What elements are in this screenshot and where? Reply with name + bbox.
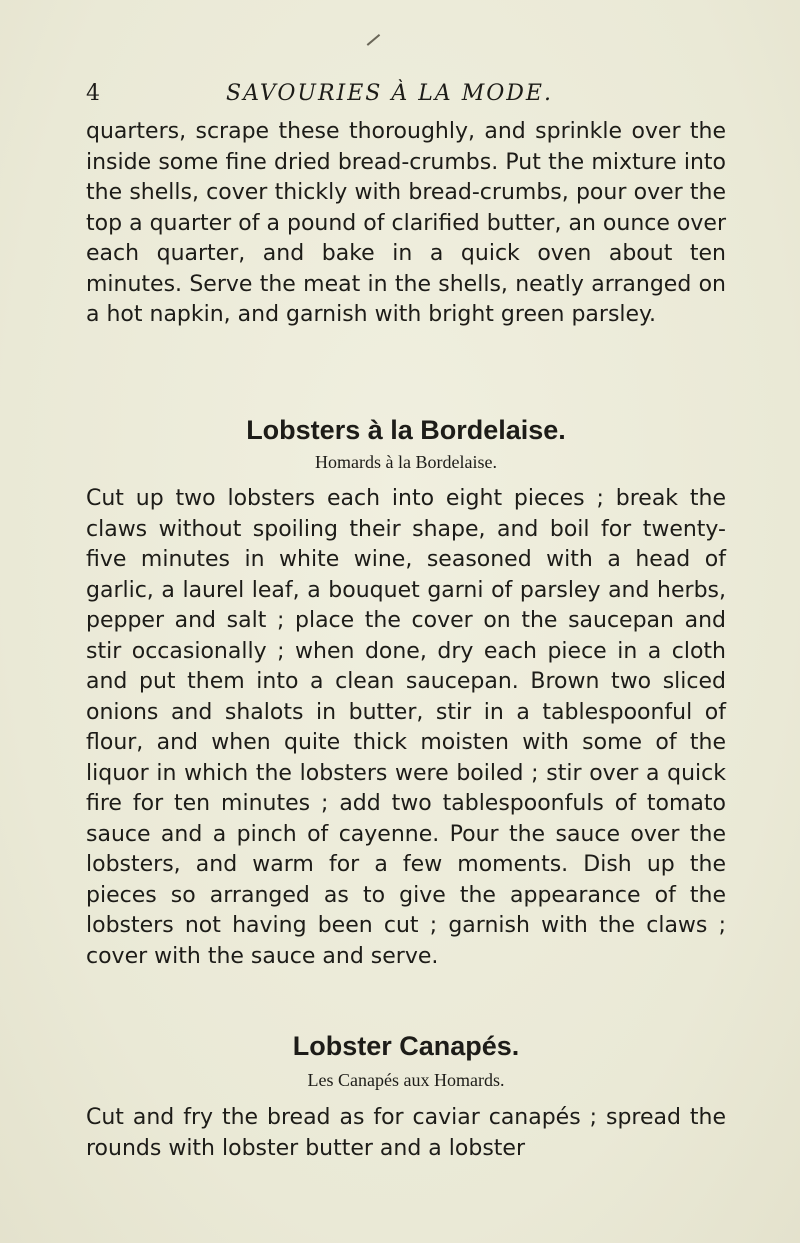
recipe-french-title-canapes: Les Canapés aux Homards. (307, 1070, 505, 1090)
recipe-text-canapes: Cut and fry the bread as for caviar canapés ; spread the rounds with lobster butter and a lobster (86, 1105, 726, 1161)
page-number: 4 (86, 81, 100, 106)
page-header (86, 76, 726, 112)
running-head: SAVOURIES À LA MODE. (226, 81, 553, 106)
printer-mark-ornament (367, 34, 386, 52)
recipe-title-bordelaise: Lobsters à la Bordelaise. (246, 415, 566, 445)
recipe-title-canapes: Lobster Canapés. (292, 1031, 520, 1061)
recipe-text-bordelaise: Cut up two lobsters each into eight pieces ; break the claws without spoiling their shape, and boil for twenty-five minutes in white wine, seasoned with a head of garlic, a laurel leaf, a bouquet garni of parsley and herbs, pepper and salt ; place the cover on the saucepan and stir occasionally ; when done, dry each piece in a cloth and put them into a clean saucepan. Brown two sliced onions and shalots in butter, stir in a tablespoonful of flour, and when quite thick moisten with some of the liquor in which the lobsters were boiled ; stir over a quick fire for ten minutes ; add two tablespoonfuls of tomato sauce and a pinch of cayenne. Pour the sauce over the lobsters, and warm for a few moments. Dish up the pieces so arranged as to give the appearance of the lobsters not having been cut ; garnish with the claws ; cover with the sauce and serve. (86, 486, 726, 969)
recipe-french-title-bordelaise: Homards à la Bordelaise. (315, 452, 497, 472)
continuation-paragraph: quarters, scrape these thoroughly, and sprinkle over the inside some fine dried bread-crumbs. Put the mixture into the shells, cover thickly with bread-crumbs, pour over the top a quarter of a pound of clarified butter, an ounce over each quarter, and bake in a quick oven about ten minutes. Serve the meat in the shells, neatly arranged on a hot napkin, and garnish with bright green parsley. (86, 119, 726, 327)
